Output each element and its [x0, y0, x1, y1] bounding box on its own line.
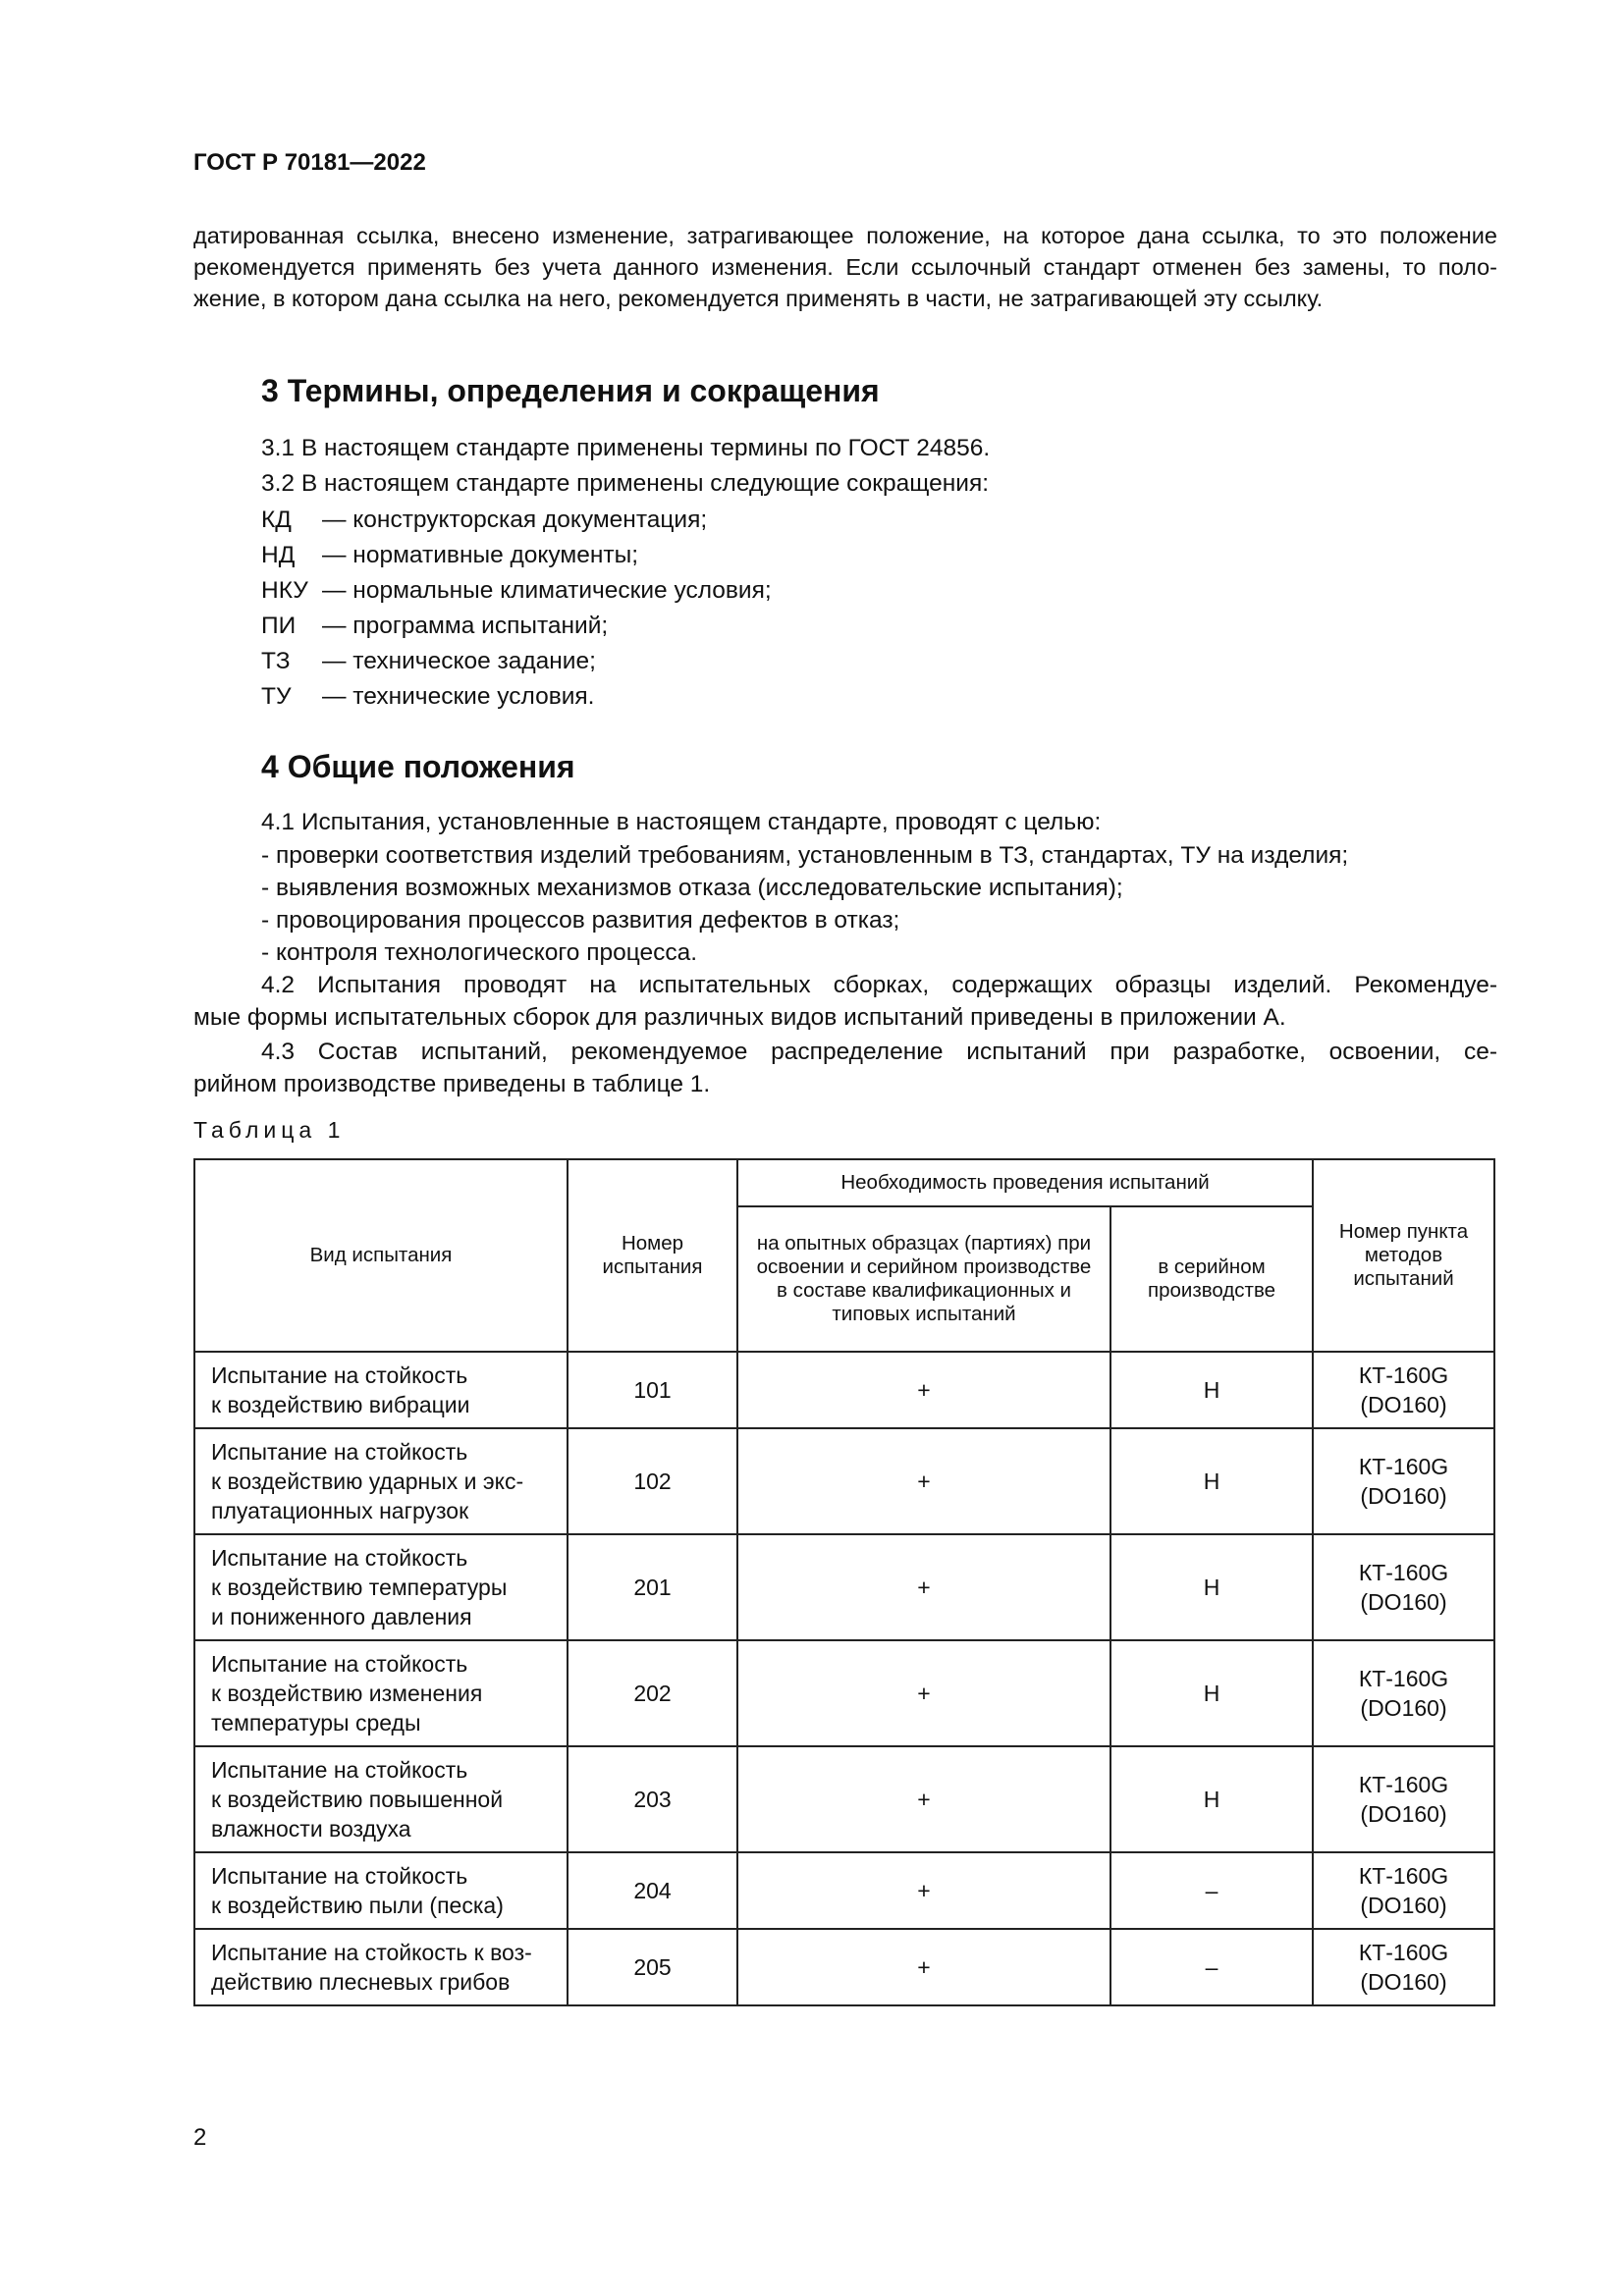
- para-3-1: 3.1 В настоящем стандарте применены термины по ГОСТ 24856.: [261, 435, 991, 461]
- intro-line: датированная ссылка, внесено изменение, затрагивающее положение, на которое дана ссылка, то это положение: [193, 223, 1497, 248]
- header-serial: в серийном производстве: [1110, 1206, 1313, 1352]
- cell-line: к воздействию повышенной: [211, 1787, 504, 1812]
- table-row: [194, 1929, 1494, 2005]
- list-item: - провоцирования процессов развития дефектов в отказ;: [261, 907, 900, 934]
- cell-serial: Н: [1110, 1746, 1313, 1852]
- table-row: [194, 1746, 1494, 1852]
- cell-line: (DO160): [1360, 1392, 1447, 1417]
- cell-pilot: +: [737, 1428, 1110, 1534]
- document-header: ГОСТ Р 70181—2022: [193, 149, 426, 176]
- abbreviation-item: [261, 540, 1518, 571]
- cell-number: 204: [568, 1852, 737, 1929]
- table-header-row: [194, 1159, 1494, 1206]
- cell-number: 205: [568, 1929, 737, 2005]
- para-4-2-line: [261, 970, 1497, 1001]
- cell-line: плуатационных нагрузок: [211, 1498, 469, 1523]
- cell-line: к воздействию вибрации: [211, 1392, 470, 1417]
- cell-line: Испытание на стойкость: [211, 1362, 468, 1388]
- cell-type: [194, 1352, 568, 1428]
- list-item: - выявления возможных механизмов отказа (исследовательские испытания);: [261, 875, 1123, 901]
- cell-serial: –: [1110, 1929, 1313, 2005]
- cell-line: к воздействию пыли (песка): [211, 1893, 504, 1918]
- cell-type: [194, 1428, 568, 1534]
- cell-line: (DO160): [1360, 1969, 1447, 1995]
- cell-number: 202: [568, 1640, 737, 1746]
- cell-method: [1313, 1352, 1494, 1428]
- abbreviation-item: [261, 646, 1518, 677]
- cell-serial: –: [1110, 1852, 1313, 1929]
- cell-line: (DO160): [1360, 1801, 1447, 1827]
- cell-method: [1313, 1534, 1494, 1640]
- table-row: [194, 1534, 1494, 1640]
- cell-pilot: +: [737, 1534, 1110, 1640]
- abbreviation-definition: — конструкторская документация;: [322, 507, 708, 533]
- abbreviation-term: НД: [261, 542, 296, 568]
- cell-line: КТ-160G: [1358, 1454, 1449, 1479]
- abbreviation-term: ТУ: [261, 683, 292, 710]
- header-necessity: Необходимость проведения испытаний: [737, 1159, 1313, 1206]
- cell-line: к воздействию ударных и экс-: [211, 1468, 524, 1494]
- cell-line: Испытание на стойкость: [211, 1651, 468, 1677]
- cell-serial: Н: [1110, 1352, 1313, 1428]
- cell-line: КТ-160G: [1358, 1560, 1449, 1585]
- para-4-2-line: мые формы испытательных сборок для различных видов испытаний приведены в приложении А.: [193, 1004, 1286, 1031]
- para-4-3-line: [261, 1037, 1497, 1068]
- abbreviation-definition: — техническое задание;: [322, 648, 596, 674]
- cell-serial: Н: [1110, 1534, 1313, 1640]
- cell-method: [1313, 1929, 1494, 2005]
- cell-number: 201: [568, 1534, 737, 1640]
- cell-line: КТ-160G: [1358, 1362, 1449, 1388]
- cell-pilot: +: [737, 1352, 1110, 1428]
- header-pilot: на опытных образцах (партиях) при освоении и серийном производстве в составе квалификационных и типовых испытаний: [737, 1206, 1110, 1352]
- cell-method: [1313, 1746, 1494, 1852]
- cell-pilot: +: [737, 1640, 1110, 1746]
- list-item: - контроля технологического процесса.: [261, 939, 698, 966]
- para-4-3-line: рийном производстве приведены в таблице 1.: [193, 1071, 711, 1097]
- cell-line: Испытание на стойкость к воз-: [211, 1940, 532, 1965]
- cell-line: к воздействию температуры: [211, 1575, 508, 1600]
- cell-line: (DO160): [1360, 1589, 1447, 1615]
- abbreviation-term: ПИ: [261, 613, 297, 639]
- cell-number: 101: [568, 1352, 737, 1428]
- table-row: [194, 1640, 1494, 1746]
- section-3-title: 3 Термины, определения и сокращения: [261, 373, 880, 408]
- cell-line: Испытание на стойкость: [211, 1545, 468, 1571]
- para-4-1: 4.1 Испытания, установленные в настоящем стандарте, проводят с целью:: [261, 809, 1102, 835]
- cell-line: КТ-160G: [1358, 1940, 1449, 1965]
- cell-pilot: +: [737, 1929, 1110, 2005]
- cell-line: КТ-160G: [1358, 1666, 1449, 1691]
- abbreviation-term: КД: [261, 507, 292, 533]
- cell-line: к воздействию изменения: [211, 1681, 483, 1706]
- abbreviation-definition: — нормальные климатические условия;: [322, 577, 772, 604]
- cell-line: Испытание на стойкость: [211, 1757, 468, 1783]
- cell-line: действию плесневых грибов: [211, 1969, 511, 1995]
- abbreviation-item: [261, 505, 1518, 536]
- cell-type: [194, 1640, 568, 1746]
- intro-paragraph: [193, 220, 1497, 314]
- cell-method: [1313, 1428, 1494, 1534]
- cell-line: (DO160): [1360, 1695, 1447, 1721]
- cell-line: Испытание на стойкость: [211, 1863, 468, 1889]
- abbreviation-definition: — технические условия.: [322, 683, 595, 710]
- cell-pilot: +: [737, 1852, 1110, 1929]
- cell-line: температуры среды: [211, 1710, 421, 1735]
- section-4-title: 4 Общие положения: [261, 749, 575, 784]
- para-4-3-text: 4.3 Состав испытаний, рекомендуемое распределение испытаний при разработке, освоении, се-: [261, 1039, 1497, 1065]
- cell-method: [1313, 1852, 1494, 1929]
- para-4-2-text: 4.2 Испытания проводят на испытательных сборках, содержащих образцы изделий. Рекомендуе-: [261, 972, 1497, 998]
- table-row: [194, 1852, 1494, 1929]
- table-row: [194, 1352, 1494, 1428]
- header-type: Вид испытания: [194, 1159, 568, 1352]
- cell-serial: Н: [1110, 1428, 1313, 1534]
- cell-number: 203: [568, 1746, 737, 1852]
- table-row: [194, 1428, 1494, 1534]
- abbreviation-term: ТЗ: [261, 648, 291, 674]
- abbreviation-definition: — нормативные документы;: [322, 542, 639, 568]
- cell-line: влажности воздуха: [211, 1816, 411, 1842]
- cell-type: [194, 1746, 568, 1852]
- intro-line: рекомендуется применять без учета данного изменения. Если ссылочный стандарт отменен без замены, то поло-: [193, 254, 1497, 280]
- cell-line: КТ-160G: [1358, 1863, 1449, 1889]
- cell-type: [194, 1929, 568, 2005]
- cell-type: [194, 1852, 568, 1929]
- abbreviation-item: [261, 611, 1518, 642]
- cell-line: Испытание на стойкость: [211, 1439, 468, 1465]
- cell-type: [194, 1534, 568, 1640]
- abbreviation-definition: — программа испытаний;: [322, 613, 609, 639]
- cell-serial: Н: [1110, 1640, 1313, 1746]
- test-table: [193, 1158, 1495, 2006]
- cell-line: и пониженного давления: [211, 1604, 472, 1629]
- para-3-2: 3.2 В настоящем стандарте применены следующие сокращения:: [261, 470, 990, 497]
- abbreviation-term: НКУ: [261, 577, 308, 604]
- table-caption: Таблица 1: [193, 1117, 346, 1143]
- abbreviation-item: [261, 575, 1518, 607]
- cell-line: (DO160): [1360, 1483, 1447, 1509]
- header-method: Номер пункта методов испытаний: [1313, 1159, 1494, 1352]
- page-number: 2: [193, 2124, 207, 2151]
- cell-number: 102: [568, 1428, 737, 1534]
- cell-line: (DO160): [1360, 1893, 1447, 1918]
- header-number: Номер испытания: [568, 1159, 737, 1352]
- abbreviation-item: [261, 681, 1518, 713]
- cell-method: [1313, 1640, 1494, 1746]
- intro-line: жение, в котором дана ссылка на него, рекомендуется применять в части, не затрагивающей эту ссылку.: [193, 286, 1324, 311]
- cell-line: КТ-160G: [1358, 1772, 1449, 1797]
- list-item: - проверки соответствия изделий требованиям, установленным в ТЗ, стандартах, ТУ на изделия;: [261, 842, 1349, 869]
- cell-pilot: +: [737, 1746, 1110, 1852]
